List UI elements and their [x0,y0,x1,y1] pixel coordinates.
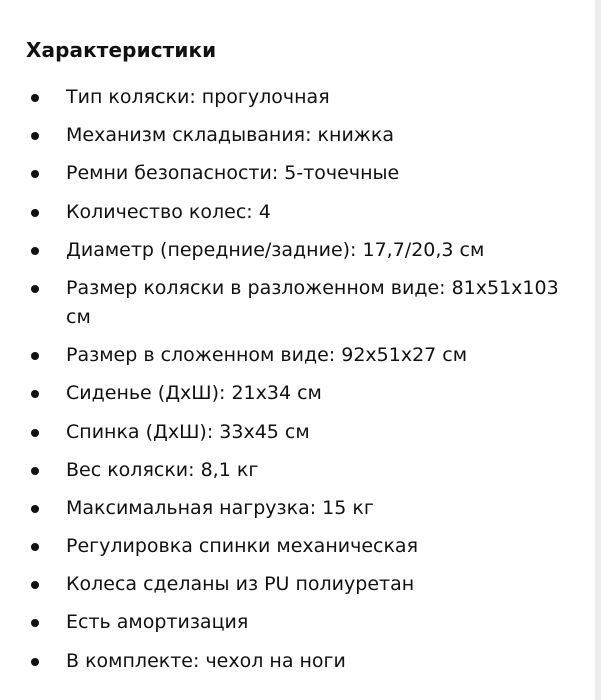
spec-text: Механизм складывания: книжка [66,124,395,147]
bullet-icon [31,467,39,475]
bullet-icon [31,619,39,627]
bullet-icon [31,94,39,102]
spec-text: Размер в сложенном виде: 92х51х27 см [66,344,468,367]
bullet-icon [31,247,39,255]
bullet-icon [31,285,39,293]
bullet-icon [31,132,39,140]
bullet-icon [31,581,39,589]
spec-item [0,236,601,265]
spec-list [0,83,601,685]
spec-text: Вес коляски: 8,1 кг [66,458,259,481]
spec-text: Максимальная нагрузка: 15 кг [66,496,374,519]
spec-item [0,159,601,188]
spec-text: В комплекте: чехол на ноги [66,649,346,672]
spec-text: Есть амортизация [66,611,249,634]
bullet-icon [31,429,39,437]
spec-text: Размер коляски в разложенном виде: 81х51х103 см [66,276,559,328]
spec-item [0,608,601,637]
spec-item [0,274,601,332]
spec-item [0,418,601,447]
spec-text: Сиденье (ДхШ): 21х34 см [66,382,322,405]
spec-item [0,532,601,561]
spec-item [0,570,601,599]
spec-text: Колеса сделаны из PU полиуретан [66,573,415,596]
spec-text: Диаметр (передние/задние): 17,7/20,3 см [66,238,485,261]
spec-item [0,456,601,485]
spec-item [0,83,601,112]
spec-item [0,198,601,227]
spec-item [0,121,601,150]
spec-text: Количество колес: 4 [66,200,271,223]
section-title: Характеристики [26,38,217,62]
bullet-icon [31,352,39,360]
spec-item [0,494,601,523]
spec-item [0,341,601,370]
spec-text: Регулировка спинки механическая [66,535,419,558]
spec-text: Тип коляски: прогулочная [66,86,330,108]
bullet-icon [31,209,39,217]
spec-item [0,379,601,408]
right-edge-strip [595,0,601,700]
spec-text: Ремни безопасности: 5-точечные [66,162,400,185]
bullet-icon [31,170,39,178]
bullet-icon [31,543,39,551]
bullet-icon [31,505,39,513]
spec-item [0,647,601,676]
bullet-icon [31,658,39,666]
bullet-icon [31,390,39,398]
spec-text: Спинка (ДхШ): 33х45 см [66,420,310,443]
